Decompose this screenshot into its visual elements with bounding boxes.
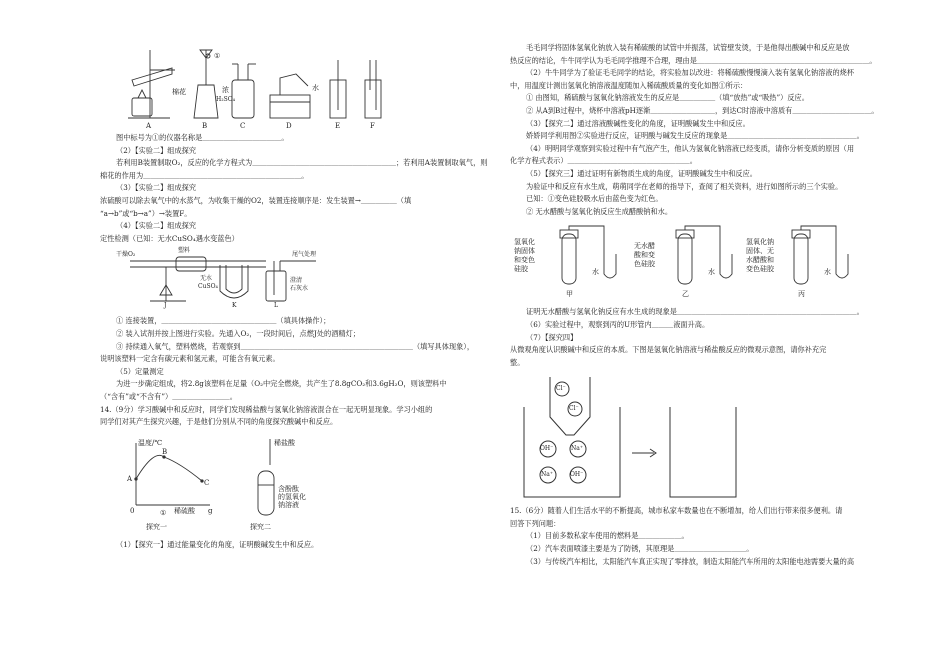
text-line: （6）实验过程中，观察到丙的U形管内＿＿＿液面升高。 bbox=[526, 319, 710, 329]
caption-explore-1: 探究一 bbox=[146, 522, 167, 531]
question-14-line: 14.（9分）学习酸碱中和反应时，同学们发现稀盐酸与氢氧化钠溶液混合在一起无明显现象。学习小组的 bbox=[100, 404, 433, 414]
text-line: “a→b”或“b→a”）→装置F。 bbox=[100, 208, 192, 218]
label-limewater-b: 石灰水 bbox=[290, 285, 309, 293]
label-tail-gas: 尾气处理 bbox=[292, 251, 317, 259]
label-limewater-a: 澄清 bbox=[290, 277, 303, 285]
apparatus-drawing bbox=[120, 40, 400, 130]
text-line: （“含有”或“不含有”）＿＿＿＿＿＿＿＿。 bbox=[100, 391, 237, 401]
graph-point-a: A bbox=[127, 474, 133, 483]
text-line: 若利用B装置制取O₂，反应的化学方程式为＿＿＿＿＿＿＿＿＿＿＿＿＿＿＿＿＿＿＿＿；若利用A装置制取氧气，则 bbox=[116, 158, 488, 168]
text-line: （2）牛牛同学为了验证毛毛同学的结论，将实验加以改进：将稀硫酸慢慢滴入装有氢氧化钠溶液的烧杯 bbox=[526, 68, 855, 78]
tube-bing-caption: 丙 bbox=[798, 290, 805, 299]
text-line: 说明该塑料一定含有碳元素和氢元素，可能含有氧元素。 bbox=[100, 354, 280, 364]
label-A: A bbox=[146, 122, 152, 130]
text-line: （3）【探究二】通过溶液酸碱性变化的角度，证明酸碱发生中和反应。 bbox=[526, 118, 750, 128]
graph-point-c: C bbox=[204, 478, 210, 487]
tube-bing-label-3: 水醋酸和 bbox=[746, 256, 774, 265]
text-line: ③ 持续通入氧气，塑料燃烧，若观察到＿＿＿＿＿＿＿＿＿＿＿＿＿＿＿＿＿＿＿＿＿＿＿＿（填写具体现象）， bbox=[116, 341, 475, 351]
tube-yi-label-1: 无水醋 bbox=[634, 242, 655, 251]
label-L: L bbox=[274, 302, 278, 310]
label-E: E bbox=[335, 122, 341, 130]
tube-yi-caption: 乙 bbox=[682, 290, 689, 299]
graph-unit: g bbox=[208, 506, 213, 515]
text-line: 棉花的作用为＿＿＿＿＿＿＿＿＿＿＿＿＿＿＿＿＿＿＿＿＿＿。 bbox=[100, 170, 309, 180]
label-indicator-2: 的氢氧化 bbox=[278, 492, 306, 501]
text-line: （1）【探究一】通过能量变化的角度，证明酸碱发生中和反应。 bbox=[116, 539, 319, 549]
graph-ylabel: 温度/℃ bbox=[138, 438, 163, 447]
text-line: 毛毛同学将固体氢氧化钠放入装有稀硫酸的试管中并振荡，试管壁发烫，于是他得出酸碱中和反应是放 bbox=[526, 43, 850, 52]
text-line: 为进一步确定组成，将2.8g该塑料在足量（O₂中完全燃烧，共产生了8.8gCO₂和3.6gH₂O，则该塑料中 bbox=[116, 379, 447, 389]
text-line: （4）【实验二】组成探究 bbox=[116, 221, 197, 231]
label-circle1: ① bbox=[214, 52, 221, 60]
question-15-line: 回答下列问题： bbox=[510, 518, 561, 528]
tube-jia-label-2: 钠固体 bbox=[514, 247, 535, 256]
label-K: K bbox=[232, 302, 237, 310]
apparatus-figure-a-f bbox=[120, 40, 400, 130]
label-dry-o2: 干燥O₂ bbox=[116, 251, 136, 259]
text-line: ② 从A到B过程中，烧杯中溶液pH逐渐＿＿＿＿＿＿＿＿＿，到达C时溶液中溶质有＿＿＿＿＿＿＿＿＿＿＿。 bbox=[526, 105, 879, 115]
apparatus-figure-jkl bbox=[116, 245, 356, 309]
tube-jia-water: 水 bbox=[592, 268, 599, 277]
label-cuso4-a: 无水 bbox=[200, 275, 213, 283]
text-line: 证明无水醋酸与氢氧化钠反应有水生成的现象是＿＿＿＿＿＿＿＿＿＿＿＿＿＿＿＿＿＿＿＿＿＿＿＿＿。 bbox=[526, 307, 864, 317]
label-cuso4-b: CuSO₄ bbox=[198, 283, 218, 291]
text-line: 娇娇同学利用图②实验进行反应，证明酸与碱发生反应的现象是＿＿＿＿＿＿＿＿＿＿＿＿＿＿＿＿＿＿。 bbox=[526, 131, 864, 141]
ion-oh-2: OH⁻ bbox=[570, 471, 584, 479]
text-line: 定性检测（已知：无水CuSO₄遇水变蓝色） bbox=[100, 233, 239, 243]
text-line: 图中标号为①的仪器名称是＿＿＿＿＿＿＿＿＿＿＿。 bbox=[116, 133, 289, 142]
question-15-line: （1）目前多数私家车使用的燃料是＿＿＿＿＿＿。 bbox=[526, 531, 689, 541]
text-line: ① 由图知，稀硫酸与氢氧化钠溶液发生的反应是＿＿＿＿＿（填“放热”或“吸热”）反应。 bbox=[526, 93, 809, 103]
jkl-drawing bbox=[116, 245, 356, 309]
graph-drawing bbox=[110, 435, 350, 535]
tube-jia-label-4: 硅胶 bbox=[514, 265, 528, 274]
text-line: （2）【实验二】组成探究 bbox=[116, 145, 197, 155]
text-line: 中，用温度计测出氢氧化钠溶液温度随加入稀硫酸质量的变化如图①所示： bbox=[510, 80, 748, 90]
graph-point-b: B bbox=[162, 447, 168, 456]
label-indicator-1: 含酚酞 bbox=[278, 484, 299, 493]
text-line: （3）【实验二】组成探究 bbox=[116, 183, 197, 193]
text-line: （7）【探究四】 bbox=[526, 332, 578, 342]
tube-bing-label-4: 变色硅胶 bbox=[746, 265, 774, 274]
question-15-line: （2）汽车表面喷漆主要是为了防锈，其原理是＿＿＿＿＿＿＿＿＿＿。 bbox=[526, 544, 754, 554]
tube-bing-water: 水 bbox=[824, 268, 831, 277]
tube-jia-caption: 甲 bbox=[566, 290, 573, 299]
graph-origin: 0 bbox=[130, 506, 135, 515]
label-h2so4: H₂SO₄ bbox=[216, 96, 236, 103]
text-line: 热反应的结论，牛牛同学认为毛毛同学推理不合理，理由是＿＿＿＿＿＿＿＿＿＿＿＿＿＿＿＿＿＿＿＿＿＿＿＿。 bbox=[510, 55, 877, 65]
tube-jia-label-1: 氢氧化 bbox=[514, 238, 535, 247]
question-15-line: 15.（6分）随着人们生活水平的不断提高，城市私家车数量也在不断增加，给人们出行带来很多便利。请 bbox=[510, 506, 843, 516]
question-14-line: 同学们对其产生探究兴趣，于是他们分别从不同的角度探究酸碱中和反应。 bbox=[100, 417, 338, 427]
tube-jia-label-3: 和变色 bbox=[514, 256, 535, 265]
ion-cl-1: Cl⁻ bbox=[556, 385, 566, 393]
ion-cl-2: Cl⁻ bbox=[569, 405, 579, 413]
ion-oh-1: OH⁻ bbox=[540, 445, 554, 453]
text-line: 浓硫酸可以除去氧气中的水蒸气，为收集干燥的O2，装置连接顺序是：发生装置→＿＿＿＿＿（填 bbox=[100, 195, 412, 205]
micro-drawing bbox=[520, 373, 750, 501]
microscopic-diagram bbox=[520, 373, 750, 501]
label-water: 水 bbox=[312, 84, 319, 92]
label-C: C bbox=[240, 122, 246, 130]
label-plastic: 塑料 bbox=[178, 247, 191, 255]
text-line: ② 无水醋酸与氢氧化钠反应生成醋酸钠和水。 bbox=[526, 206, 673, 216]
label-conc: 浓 bbox=[222, 86, 229, 94]
label-D: D bbox=[286, 122, 292, 130]
right-column bbox=[510, 42, 900, 568]
label-B: B bbox=[202, 122, 208, 130]
tube-yi-label-2: 酸和变 bbox=[634, 251, 655, 260]
tube-yi-water: 水 bbox=[708, 268, 715, 277]
ion-na-1: Na⁺ bbox=[571, 445, 583, 453]
temperature-graph-figure bbox=[110, 435, 350, 535]
label-cotton: 棉花 bbox=[172, 88, 186, 96]
text-line: 化学方程式表示）＿＿＿＿＿＿＿＿＿＿＿＿＿＿＿＿＿。 bbox=[510, 156, 697, 166]
ion-na-2: Na⁺ bbox=[541, 471, 553, 479]
three-tube-figure bbox=[514, 224, 854, 304]
text-line: （4）明明同学观察到实验过程中有气泡产生，他认为氢氧化钠溶液已经变质，请你分析变质的原因（用 bbox=[526, 143, 855, 153]
tube-bing-label-2: 固体、无 bbox=[746, 247, 774, 256]
graph-xlabel: 稀硫酸 bbox=[174, 506, 195, 515]
label-indicator-3: 钠溶液 bbox=[278, 500, 299, 509]
text-line: ① 连接装置，＿＿＿＿＿＿＿＿＿＿＿＿＿＿＿＿（填具体操作）； bbox=[116, 316, 331, 326]
text-line: 为验证中和反应有水生成，萌萌同学在老师的指导下，查阅了相关资料，进行如图所示的三个实验。 bbox=[526, 181, 843, 191]
tube-yi-label-3: 色硅胶 bbox=[634, 260, 655, 269]
label-F: F bbox=[370, 122, 375, 130]
graph-circle1: ① bbox=[160, 508, 167, 517]
text-line: （5）定量测定 bbox=[116, 366, 164, 376]
text-line: （5）【探究三】通过证明有新物质生成的角度，证明酸碱发生中和反应。 bbox=[526, 168, 757, 178]
left-column bbox=[100, 0, 490, 551]
label-hcl: 稀盐酸 bbox=[274, 438, 295, 447]
text-line: 已知：①变色硅胶吸水后由蓝色变为红色。 bbox=[526, 194, 663, 204]
question-15-line: （3）与传统汽车相比，太阳能汽车真正实现了零排放，制造太阳能汽车所用的太阳能电池需要大量的高 bbox=[526, 556, 855, 566]
text-line: 整。 bbox=[510, 357, 525, 367]
tube-bing-label-1: 氢氧化钠 bbox=[746, 238, 774, 247]
caption-explore-2: 探究二 bbox=[250, 522, 271, 531]
text-line: 从微观角度认识酸碱中和反应的本质。下图是氢氧化钠溶液与稀盐酸反应的微观示意图，请你补充完 bbox=[510, 345, 827, 355]
label-J: J bbox=[164, 302, 167, 310]
text-line: ② 装入试剂并按上图进行实验。先通入O₂，一段时间后，点燃J处的酒精灯； bbox=[116, 328, 360, 338]
